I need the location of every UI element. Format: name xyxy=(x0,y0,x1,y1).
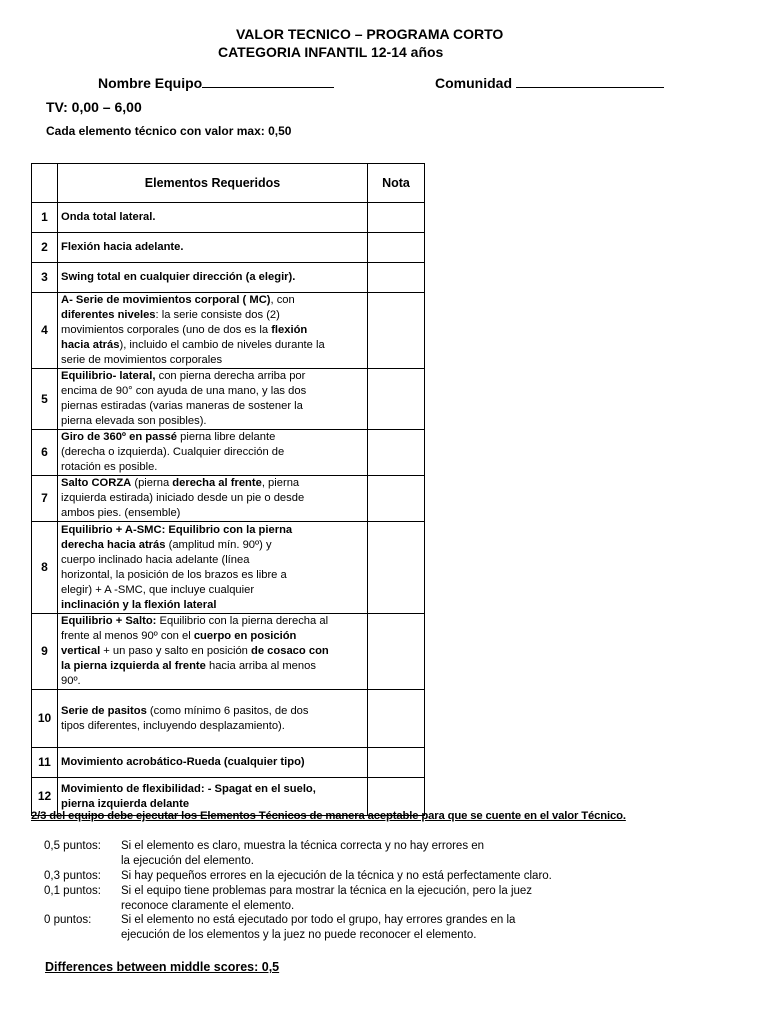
header-elements: Elementos Requeridos xyxy=(58,164,368,203)
table-row xyxy=(32,476,425,522)
element-description xyxy=(58,690,368,748)
title-line-1: VALOR TECNICO – PROGRAMA CORTO xyxy=(236,26,504,42)
description-line: (derecha o izquierda). Cualquier dirección de xyxy=(61,446,285,458)
score-input-cell[interactable] xyxy=(368,233,425,263)
table-row xyxy=(32,614,425,690)
element-number: 8 xyxy=(32,522,58,614)
description-line: tipos diferentes, incluyendo desplazamiento). xyxy=(61,719,285,732)
score-label: 0,3 puntos: xyxy=(44,870,101,882)
score-description xyxy=(121,884,591,914)
element-description xyxy=(58,614,368,690)
description-line: Equilibrio- lateral, con pierna derecha arriba por xyxy=(61,370,306,382)
team-name-field[interactable] xyxy=(98,73,334,91)
score-description-line: reconoce claramente el elemento. xyxy=(121,900,295,912)
header-number-cell xyxy=(32,164,58,203)
description-line: Swing total en cualquier dirección (a elegir). xyxy=(61,271,296,283)
team-name-label: Nombre Equipo xyxy=(98,75,203,91)
description-line: pierna izquierda delante xyxy=(61,797,190,810)
element-number: 1 xyxy=(32,203,58,233)
score-description-line: Si hay pequeños errores en la ejecución de la técnica y no está perfectamente claro. xyxy=(121,870,552,882)
score-input-cell[interactable] xyxy=(368,203,425,233)
description-line: Movimiento de flexibilidad: - Spagat en el suelo, xyxy=(61,782,316,795)
community-blank[interactable] xyxy=(516,73,664,88)
title-line-2: CATEGORIA INFANTIL 12-14 años xyxy=(218,44,444,60)
element-number: 12 xyxy=(32,778,58,816)
table-header-row xyxy=(32,164,425,203)
element-description xyxy=(58,476,368,522)
header-score: Nota xyxy=(368,164,425,203)
score-input-cell[interactable] xyxy=(368,263,425,293)
score-description-line: la ejecución del elemento. xyxy=(121,855,254,867)
description-line: piernas estiradas (varias maneras de sostener la xyxy=(61,400,303,412)
description-line: 90º. xyxy=(61,675,81,687)
score-input-cell[interactable] xyxy=(368,293,425,369)
score-description-line: Si el elemento es claro, muestra la técnica correcta y no hay errores en xyxy=(121,840,485,852)
element-description xyxy=(58,203,368,233)
description-line: Movimiento acrobático-Rueda (cualquier tipo) xyxy=(61,756,305,768)
score-label: 0,1 puntos: xyxy=(44,885,101,897)
table-row xyxy=(32,233,425,263)
element-description xyxy=(58,748,368,778)
description-line: Giro de 360º en passé pierna libre delante xyxy=(61,431,276,443)
description-line: Equilibrio + Salto: Equilibrio con la pierna derecha al xyxy=(61,615,329,627)
element-number: 6 xyxy=(32,430,58,476)
element-number: 5 xyxy=(32,369,58,430)
description-line: hacia atrás), incluido el cambio de niveles durante la xyxy=(61,339,325,351)
description-line: A- Serie de movimientos corporal ( MC), con xyxy=(61,294,295,306)
element-number: 9 xyxy=(32,614,58,690)
description-line: serie de movimientos corporales xyxy=(61,354,223,366)
description-line: ambos pies. (ensemble) xyxy=(61,507,181,519)
score-description xyxy=(121,913,591,943)
score-description xyxy=(121,839,591,869)
description-line: horizontal, la posición de los brazos es libre a xyxy=(61,568,287,581)
score-description-line: ejecución de los elementos y la juez no puede reconocer el elemento. xyxy=(121,929,477,941)
table-row xyxy=(32,430,425,476)
description-line: Onda total lateral. xyxy=(61,211,156,223)
description-line: vertical + un paso y salto en posición de cosaco con xyxy=(61,645,329,657)
description-line: frente al menos 90º con el cuerpo en posición xyxy=(61,630,297,642)
description-line: izquierda estirada) iniciado desde un pie o desde xyxy=(61,492,305,504)
score-input-cell[interactable] xyxy=(368,476,425,522)
score-input-cell[interactable] xyxy=(368,522,425,614)
table-row xyxy=(32,263,425,293)
rule-note: 2/3 del equipo debe ejecutar los Elementos Técnicos de manera aceptable para que se cuente en el valor Técnico. xyxy=(31,810,626,822)
description-line: Salto CORZA (pierna derecha al frente, pierna xyxy=(61,477,300,489)
element-description xyxy=(58,430,368,476)
element-number: 11 xyxy=(32,748,58,778)
tv-range: TV: 0,00 – 6,00 xyxy=(46,99,142,115)
score-input-cell[interactable] xyxy=(368,748,425,778)
description-line: inclinación y la flexión lateral xyxy=(61,598,217,611)
score-input-cell[interactable] xyxy=(368,369,425,430)
element-description xyxy=(58,263,368,293)
description-line: derecha hacia atrás (amplitud mín. 90º) y xyxy=(61,538,272,551)
description-line: encima de 90° con ayuda de una mano, y las dos xyxy=(61,385,307,397)
element-description xyxy=(58,369,368,430)
score-description xyxy=(121,869,591,884)
score-input-cell[interactable] xyxy=(368,690,425,748)
table-row xyxy=(32,203,425,233)
description-line: elegir) + A -SMC, que incluye cualquier xyxy=(61,583,255,596)
score-input-cell[interactable] xyxy=(368,614,425,690)
element-description xyxy=(58,233,368,263)
footer-note: Differences between middle scores: 0,5 xyxy=(45,960,280,974)
description-line: la pierna izquierda al frente hacia arriba al menos xyxy=(61,660,316,672)
description-line: Serie de pasitos (como mínimo 6 pasitos, de dos xyxy=(61,704,309,717)
table-row xyxy=(32,522,425,614)
description-line: diferentes niveles: la serie consiste dos (2) xyxy=(61,309,280,321)
score-description-line: Si el elemento no está ejecutado por todo el grupo, hay errores grandes en la xyxy=(121,914,516,926)
score-input-cell[interactable] xyxy=(368,430,425,476)
table-row xyxy=(32,293,425,369)
element-description xyxy=(58,522,368,614)
score-description-line: Si el equipo tiene problemas para mostrar la técnica en la ejecución, pero la juez xyxy=(121,885,533,897)
element-number: 7 xyxy=(32,476,58,522)
element-description xyxy=(58,293,368,369)
team-name-blank[interactable] xyxy=(202,73,334,88)
score-label: 0,5 puntos: xyxy=(44,840,101,852)
element-number: 3 xyxy=(32,263,58,293)
description-line: cuerpo inclinado hacia adelante (línea xyxy=(61,553,250,566)
table-row xyxy=(32,369,425,430)
element-number: 4 xyxy=(32,293,58,369)
max-value-note: Cada elemento técnico con valor max: 0,50 xyxy=(46,124,292,138)
score-label: 0 puntos: xyxy=(44,914,92,926)
element-number: 10 xyxy=(32,690,58,748)
description-line: pierna elevada son posibles). xyxy=(61,415,207,427)
description-line: rotación es posible. xyxy=(61,461,158,473)
table-row xyxy=(32,690,425,748)
elements-table xyxy=(31,163,425,816)
description-line: Flexión hacia adelante. xyxy=(61,241,184,253)
element-number: 2 xyxy=(32,233,58,263)
community-label: Comunidad xyxy=(435,75,512,91)
community-field[interactable] xyxy=(435,73,664,91)
description-line: Equilibrio + A-SMC: Equilibrio con la pierna xyxy=(61,523,293,536)
description-line: movimientos corporales (uno de dos es la flexión xyxy=(61,324,308,336)
table-row xyxy=(32,748,425,778)
